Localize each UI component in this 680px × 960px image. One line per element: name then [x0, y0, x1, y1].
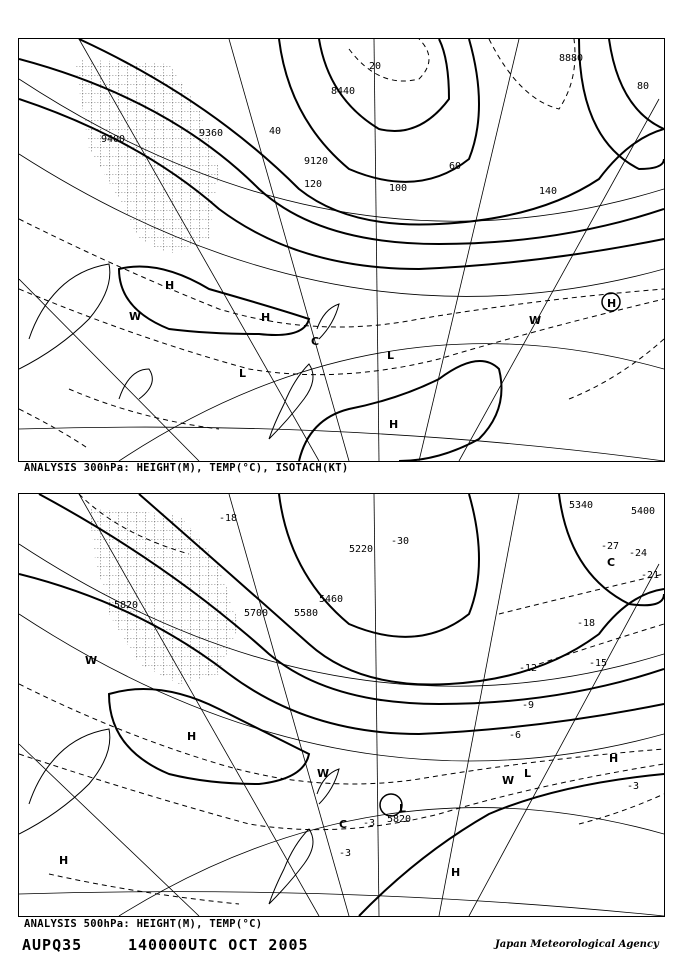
height-label: 5820 — [114, 600, 139, 611]
temp-label: -27 — [601, 541, 620, 552]
temp-label: -24 — [629, 548, 648, 559]
system-marker-W: W — [529, 314, 542, 327]
height-label: 8880 — [559, 53, 584, 64]
height-label: 5820 — [387, 814, 412, 825]
temp-label: -15 — [589, 658, 608, 669]
chart-code: AUPQ35 — [22, 936, 83, 954]
system-marker-C: C — [339, 818, 348, 831]
system-marker-L: L — [524, 767, 532, 780]
map-300hpa-svg — [19, 39, 664, 461]
height-label: 5580 — [294, 608, 319, 619]
temp-label: -30 — [391, 536, 410, 547]
system-marker-L: L — [399, 802, 407, 815]
coastline — [19, 264, 339, 439]
system-marker-H: H — [165, 279, 175, 292]
isotach-label: 100 — [389, 183, 408, 194]
map-panel-500hpa — [18, 493, 665, 917]
system-marker-H: H — [451, 866, 461, 879]
isotach-label: 120 — [304, 179, 323, 190]
isotach-label: 40 — [269, 126, 282, 137]
temp-label: -3 — [339, 848, 352, 859]
system-marker-C: C — [311, 335, 320, 348]
system-marker-H: H — [187, 730, 197, 743]
height-label: 9400 — [101, 134, 126, 145]
system-marker-H: H — [607, 297, 617, 310]
system-marker-H: H — [609, 752, 619, 765]
system-marker-H: H — [389, 418, 399, 431]
temp-label: -9 — [522, 700, 535, 711]
height-label: 8440 — [331, 86, 356, 97]
isotach-label: 140 — [539, 186, 558, 197]
temp-label: -3 — [627, 781, 640, 792]
height-label: 5400 — [631, 506, 656, 517]
system-marker-H: H — [59, 854, 69, 867]
temp-label: -18 — [577, 618, 596, 629]
system-marker-W: W — [502, 774, 515, 787]
agency-name: Japan Meteorological Agency — [495, 939, 659, 950]
temp-label: -21 — [641, 570, 660, 581]
isotach-label: 20 — [369, 61, 382, 72]
isotach-label: 60 — [449, 161, 462, 172]
system-marker-L: L — [387, 349, 395, 362]
height-label: 9360 — [199, 128, 224, 139]
isotach-label: 80 — [637, 81, 650, 92]
height-label: 5220 — [349, 544, 374, 555]
system-marker-W: W — [85, 654, 98, 667]
temp-label: -12 — [519, 663, 538, 674]
height-label: 5460 — [319, 594, 344, 605]
caption-500hpa: ANALYSIS 500hPa: HEIGHT(M), TEMP(°C) — [24, 918, 263, 930]
system-marker-W: W — [317, 767, 330, 780]
map-panel-300hpa — [18, 38, 665, 462]
temp-label: -6 — [509, 730, 522, 741]
temp-label: -3 — [363, 818, 376, 829]
height-label: 5340 — [569, 500, 594, 511]
map-500hpa-svg — [19, 494, 664, 916]
temp-label: -18 — [219, 513, 238, 524]
system-marker-L: L — [239, 367, 247, 380]
height-label: 9120 — [304, 156, 329, 167]
valid-time: 140000UTC OCT 2005 — [128, 936, 309, 954]
system-marker-C: C — [607, 556, 616, 569]
height-label: 5700 — [244, 608, 269, 619]
system-marker-W: W — [129, 310, 142, 323]
system-marker-H: H — [261, 311, 271, 324]
caption-300hpa: ANALYSIS 300hPa: HEIGHT(M), TEMP(°C), ISOTACH(KT) — [24, 462, 349, 474]
